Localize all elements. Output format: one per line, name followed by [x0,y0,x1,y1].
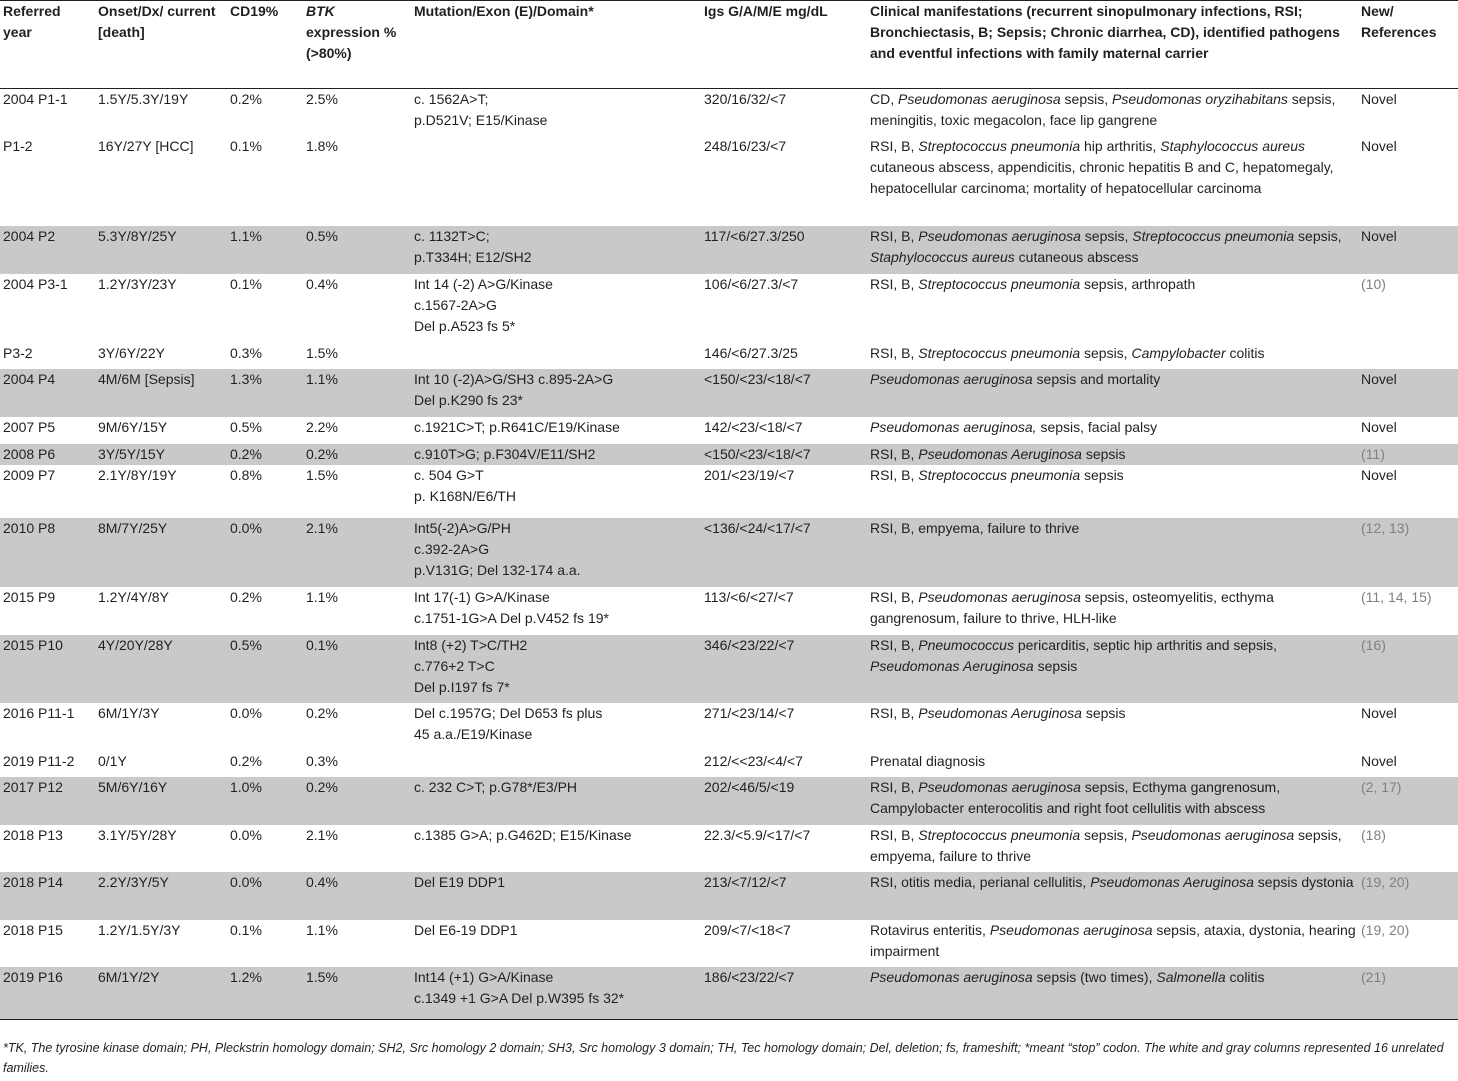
cell-mutation [411,967,701,1020]
header-btk-expression [303,1,411,89]
clinical-text: sepsis, [1080,344,1132,361]
cell-referred-year: 2019 P16 [0,967,95,1020]
clinical-text: RSI, B, [870,704,919,721]
mutation-line: c.776+2 T>C [414,657,495,674]
cell-btk-expression: 2.1% [303,518,411,587]
table-row [0,587,1458,635]
cell-mutation [411,369,701,417]
pathogen-name: Streptococcus pneumonia [918,275,1081,292]
cell-igs: 113/<6/<27/<7 [704,588,794,605]
cell-igs: 106/<6/27.3/<7 [704,275,799,292]
clinical-text: sepsis [1080,466,1124,483]
cell-cd19: 0.2% [230,752,262,769]
cell-new-references [1358,226,1458,274]
mutation-line: p.D521V; E15/Kinase [414,112,548,128]
mutation-line: Del E19 DDP1 [414,873,506,890]
mutation-line: c.910T>G; p.F304V/E11/SH2 [414,445,596,462]
reference-link[interactable]: (16) [1361,636,1386,653]
cell-new-references [1358,825,1458,872]
mutation-line: c.1567-2A>G [414,296,497,313]
table-row [0,825,1458,872]
cell-onset: 0/1Y [98,752,127,769]
mutation-line: 45 a.a./E19/Kinase [414,725,533,742]
cell-btk-expression: 0.4% [306,275,338,292]
cell-onset: 4Y/20Y/28Y [95,635,227,703]
pathogen-name: Pseudomonas aeruginosa, [870,418,1037,435]
cell-referred-year: P3-2 [3,344,33,361]
reference-link[interactable]: (18) [1361,826,1386,843]
mutation-line: Int5(-2)A>G/PH [414,519,511,536]
cell-mutation [411,444,701,465]
cell-new-references [1358,635,1458,703]
mutation-line: Int 17(-1) G>A/Kinase [414,588,550,605]
mutation-line: p. K168N/E6/TH [414,487,516,504]
cell-new-references [1358,417,1458,444]
pathogen-name: Salmonella [1156,968,1226,985]
clinical-text: RSI, B, [870,275,919,292]
cell-cd19: 1.0% [227,777,303,825]
clinical-text: RSI, otitis media, perianal cellulitis, [870,873,1091,890]
cell-clinical [867,417,1358,444]
cell-clinical [867,635,1358,703]
cell-clinical [867,872,1358,920]
cell-onset: 4M/6M [Sepsis] [95,369,227,417]
cell-igs: 248/16/23/<7 [704,137,787,154]
clinical-text: RSI, B, [870,588,919,605]
cell-cd19: 0.0% [227,518,303,587]
pathogen-name: Pseudomonas oryzihabitans [1112,91,1288,107]
cell-clinical [867,777,1358,825]
cell-new-references [1358,89,1458,136]
cell-clinical [867,444,1358,465]
cell-mutation [411,343,701,369]
cell-onset: 9M/6Y/15Y [98,418,168,435]
cell-referred-year: 2017 P12 [0,777,95,825]
mutation-line: c.392-2A>G [414,540,490,557]
cell-onset: 2.2Y/3Y/5Y [95,872,227,920]
table-row [0,751,1458,777]
table-row [0,417,1458,444]
clinical-text: pericarditis, septic hip arthritis and sepsis, [1013,636,1277,653]
table-row [0,369,1458,417]
cell-igs: <150/<23/<18/<7 [701,444,867,465]
cell-onset: 1.2Y/4Y/8Y [98,588,169,605]
cell-btk-expression: 2.2% [306,418,338,435]
cell-cd19: 0.5% [227,635,303,703]
cell-onset: 1.5Y/5.3Y/19Y [98,91,189,107]
cell-new-references [1358,465,1458,518]
header-btk-rest: expression % (>80%) [306,24,397,61]
cell-btk-expression: 0.1% [303,635,411,703]
cell-cd19: 0.0% [230,704,262,721]
cell-cd19: 1.1% [227,226,303,274]
cell-new-references [1358,587,1458,635]
pathogen-name: Pseudomonas Aeruginosa [1090,873,1254,890]
cell-clinical [867,587,1358,635]
mutation-line: Int 14 (-2) A>G/Kinase [414,275,553,292]
clinical-text: RSI, B, [870,227,919,244]
cell-onset: 8M/7Y/25Y [95,518,227,587]
header-row [0,1,1458,89]
mutation-line: Del p.K290 fs 23* [414,391,523,408]
cell-btk-expression: 1.1% [306,921,338,938]
cell-mutation [411,226,701,274]
clinical-text: RSI, B, [870,636,919,653]
table-row [0,703,1458,751]
table-row [0,444,1458,465]
cell-cd19: 0.2% [230,91,262,107]
clinical-text: sepsis, [1080,826,1132,843]
cell-clinical [867,920,1358,967]
novel-label: Novel [1361,91,1397,107]
cell-onset: 5M/6Y/16Y [95,777,227,825]
cell-clinical [867,967,1358,1020]
pathogen-name: Streptococcus pneumonia [918,826,1081,843]
cell-referred-year: 2016 P11-1 [3,704,75,721]
clinical-text: sepsis, osteomyelitis, ecthyma gangrenosum, failure to thrive, HLH-like [870,588,1274,626]
cell-referred-year: 2004 P1-1 [3,91,68,107]
cell-new-references [1358,136,1458,226]
pathogen-name: Pseudomonas Aeruginosa [870,657,1034,674]
mutation-line: c. 504 G>T [414,466,484,483]
cell-igs: 212/<<23/<4/<7 [704,752,803,769]
cell-onset: 3Y/6Y/22Y [98,344,165,361]
cell-mutation [411,872,701,920]
mutation-line: c.1921C>T; p.R641C/E19/Kinase [414,418,620,435]
cell-onset: 3Y/5Y/15Y [95,444,227,465]
pathogen-name: Staphylococcus aureus [870,248,1015,265]
cell-referred-year: 2015 P10 [0,635,95,703]
novel-label: Novel [1361,227,1397,244]
pathogen-name: Campylobacter [1131,344,1226,361]
cell-cd19: 0.2% [230,588,262,605]
cell-clinical [867,825,1358,872]
clinical-text: RSI, B, [870,445,919,462]
pathogen-name: Pneumococcus [918,636,1014,653]
reference-link[interactable]: 10 [1365,275,1382,292]
table-row [0,920,1458,967]
mutation-line: Int14 (+1) G>A/Kinase [414,968,554,985]
cell-onset: 1.2Y/3Y/23Y [98,275,177,292]
cell-mutation [411,703,701,751]
cell-igs: 320/16/32/<7 [704,91,787,107]
header-onset: Onset/Dx/ current [death] [95,1,227,89]
cell-cd19: 0.2% [227,444,303,465]
reference-link[interactable]: (12, 13) [1361,519,1410,536]
header-cd19: CD19% [227,1,303,89]
cell-btk-expression: 1.5% [303,967,411,1020]
clinical-text: cutaneous abscess, appendicitis, chronic hepatitis B and C, hepatomegaly, hepatocellular carcinoma; mortality of hepatocellular carcinoma [870,158,1334,196]
cell-mutation [411,777,701,825]
cell-new-references [1358,751,1458,777]
mutation-line: Del p.A523 fs 5* [414,317,516,334]
cell-mutation [411,751,701,777]
header-btk-gene: BTK [306,3,335,19]
pathogen-name: Pseudomonas aeruginosa [918,778,1081,795]
cell-mutation [411,274,701,343]
cell-cd19: 0.0% [230,826,262,843]
cell-cd19: 0.0% [227,872,303,920]
reference-link[interactable]: (19, 20) [1361,873,1410,890]
cell-igs: 346/<23/22/<7 [701,635,867,703]
clinical-text: Rotavirus enteritis, [870,921,990,938]
clinical-text: sepsis dystonia [1253,873,1354,890]
cell-igs: <150/<23/<18/<7 [701,369,867,417]
mutation-line: c. 232 C>T; p.G78*/E3/PH [414,778,578,795]
cell-mutation [411,635,701,703]
mutation-line: c.1385 G>A; p.G462D; E15/Kinase [414,826,632,843]
pathogen-name: Pseudomonas aeruginosa [989,921,1153,938]
table-footnote: *TK, The tyrosine kinase domain; PH, Pleckstrin homology domain; SH2, Src homology 2 domain; SH3, Src homology 3 domain; TH, Tec homology domain; Del, deletion; fs, frameshift; *meant “stop” codon. The white and gray columns represented 16 unrelated families. [3,1041,1444,1075]
mutation-line: Int8 (+2) T>C/TH2 [414,636,528,653]
pathogen-name: Pseudomonas aeruginosa [898,91,1061,107]
clinical-text: sepsis, arthropath [1080,275,1196,292]
cell-referred-year: 2018 P15 [3,921,63,938]
mutation-line: Del E6-19 DDP1 [414,921,518,938]
table-body [0,89,1458,1020]
cell-cd19: 0.8% [230,466,262,483]
clinical-text: hip arthritis, [1080,137,1161,154]
cell-cd19: 0.1% [230,275,262,292]
clinical-text: Prenatal diagnosis [870,752,986,769]
cell-btk-expression: 2.1% [306,826,338,843]
clinical-text: RSI, B, [870,344,919,361]
cell-igs: 22.3/<5.9/<17/<7 [704,826,811,843]
header-clinical: Clinical manifestations (recurrent sinopulmonary infections, RSI; Bronchiectasis, B; Sepsis; Chronic diarrhea, CD), identified pathogens and eventful infections with family maternal carrier [867,1,1358,89]
reference-link[interactable]: (11) [1361,445,1385,462]
clinical-text: sepsis, empyema, failure to thrive [870,826,1342,864]
cell-new-references [1358,274,1458,343]
pathogen-name: Pseudomonas aeruginosa [918,588,1081,605]
cell-onset: 1.2Y/1.5Y/3Y [98,921,181,938]
table-row [0,226,1458,274]
clinical-text: RSI, B, [870,137,919,154]
table-row [0,465,1458,518]
cell-referred-year: 2019 P11-2 [3,752,75,769]
cell-clinical [867,369,1358,417]
cell-referred-year: 2015 P9 [3,588,56,605]
reference-link[interactable]: (21) [1361,968,1386,985]
table-row [0,89,1458,136]
clinical-text: sepsis [1081,445,1126,462]
pathogen-name: Streptococcus pneumonia [1132,227,1295,244]
clinical-text: sepsis, [1294,227,1342,244]
cell-referred-year: 2004 P4 [0,369,95,417]
mutation-line: c. 1562A>T; [414,91,489,107]
clinical-text: CD, [870,91,898,107]
table-row [0,274,1458,343]
clinical-text: sepsis, facial palsy [1036,418,1158,435]
cell-referred-year: 2010 P8 [0,518,95,587]
cell-btk-expression: 1.8% [306,137,338,154]
novel-label: Novel [1361,752,1397,769]
cell-cd19: 0.1% [230,137,262,154]
cell-clinical [867,136,1358,226]
cell-onset: 5.3Y/8Y/25Y [95,226,227,274]
clinical-text: sepsis, [1080,227,1133,244]
clinical-text: RSI, B, [870,826,919,843]
cell-cd19: 1.3% [227,369,303,417]
cell-btk-expression: 1.5% [306,466,338,483]
clinical-text: sepsis and mortality [1032,370,1161,387]
clinical-text: sepsis (two times), [1032,968,1157,985]
reference-link[interactable]: (2, 17) [1361,778,1402,795]
pathogen-name: Pseudomonas aeruginosa [870,968,1033,985]
cell-btk-expression: 0.2% [303,444,411,465]
header-referred-year: Referred year [0,1,95,89]
table-row [0,635,1458,703]
cell-mutation [411,465,701,518]
header-igs: Igs G/A/M/E mg/dL [701,1,867,89]
mutation-line: p.T334H; E12/SH2 [414,248,532,265]
cell-btk-expression: 0.3% [306,752,338,769]
cell-clinical [867,343,1358,369]
cell-referred-year: 2009 P7 [3,466,56,483]
novel-label: Novel [1361,137,1397,154]
cell-new-references [1358,444,1458,465]
cell-onset: 6M/1Y/2Y [95,967,227,1020]
pathogen-name: Streptococcus pneumonia [918,466,1081,483]
cell-referred-year: 2007 P5 [3,418,56,435]
cell-mutation [411,587,701,635]
cell-clinical [867,274,1358,343]
header-new-references: New/ References [1358,1,1458,89]
mutation-line: c.1751-1G>A Del p.V452 fs 19* [414,609,609,626]
clinical-text: sepsis, meningitis, toxic megacolon, face lip gangrene [870,91,1336,128]
cell-new-references [1358,518,1458,587]
cell-new-references [1358,369,1458,417]
clinical-text: cutaneous abscess [1014,248,1139,265]
pathogen-name: Pseudomonas aeruginosa [918,227,1081,244]
cell-igs: 142/<23/<18/<7 [704,418,803,435]
cell-mutation [411,518,701,587]
cell-btk-expression: 1.1% [303,369,411,417]
cell-referred-year: 2004 P3-1 [3,275,68,292]
mutation-line: Int 10 (-2)A>G/SH3 c.895-2A>G [414,370,614,387]
cell-clinical [867,226,1358,274]
cell-igs: 213/<7/12/<7 [701,872,867,920]
clinical-text: sepsis, Ecthyma gangrenosum, Campylobacter enterocolitis and right foot cellulitis with abscess [870,778,1281,816]
reference-link[interactable]: ) [1381,275,1386,292]
clinical-text: sepsis [1081,704,1126,721]
cell-btk-expression: 0.4% [303,872,411,920]
pathogen-name: Staphylococcus aureus [1160,137,1306,154]
novel-label: Novel [1361,418,1397,435]
pathogen-name: Streptococcus pneumonia [918,137,1081,154]
cell-igs: 117/<6/27.3/250 [701,226,867,274]
table-row [0,872,1458,920]
cell-igs: 201/<23/19/<7 [704,466,795,483]
novel-label: Novel [1361,466,1397,483]
cell-new-references [1358,777,1458,825]
reference-link[interactable]: (11, 14, 15) [1361,588,1432,605]
table-row [0,343,1458,369]
mutation-line: c. 1132T>C; [414,227,490,244]
cell-referred-year: P1-2 [3,137,33,154]
pathogen-name: Pseudomonas Aeruginosa [918,445,1082,462]
clinical-text: colitis [1225,968,1265,985]
cell-referred-year: 2004 P2 [0,226,95,274]
cell-referred-year: 2018 P13 [3,826,63,843]
table-row [0,967,1458,1020]
cell-new-references [1358,343,1458,369]
pathogen-name: Pseudomonas aeruginosa [1131,826,1295,843]
cell-cd19: 0.5% [230,418,262,435]
cell-btk-expression: 0.2% [303,777,411,825]
cell-onset: 16Y/27Y [HCC] [98,137,194,154]
cell-cd19: 0.3% [230,344,262,361]
cell-mutation [411,920,701,967]
novel-label: Novel [1361,704,1397,721]
cell-btk-expression: 0.5% [303,226,411,274]
cell-referred-year: 2018 P14 [0,872,95,920]
cell-onset: 2.1Y/8Y/19Y [98,466,177,483]
cell-clinical [867,465,1358,518]
cell-igs: 271/<23/14/<7 [704,704,795,721]
cell-referred-year: 2008 P6 [0,444,95,465]
clinical-text: RSI, B, empyema, failure to thrive [870,519,1080,536]
cell-igs: 146/<6/27.3/25 [704,344,798,361]
clinical-text: sepsis, [1060,91,1113,107]
mutation-line: c.1349 +1 G>A Del p.W395 fs 32* [414,989,625,1006]
novel-label: Novel [1361,370,1397,387]
cell-igs: 209/<7/<18<7 [704,921,791,938]
clinical-text: sepsis [1033,657,1078,674]
cell-btk-expression: 2.5% [306,91,338,107]
table-row [0,518,1458,587]
cell-mutation [411,136,701,226]
cell-btk-expression: 1.5% [306,344,338,361]
cell-mutation [411,417,701,444]
reference-link[interactable]: ( [1361,275,1366,292]
mutation-line: Del p.I197 fs 7* [414,678,510,695]
cell-new-references [1358,967,1458,1020]
cell-onset: 3.1Y/5Y/28Y [98,826,177,843]
cell-new-references [1358,920,1458,967]
cell-igs: 202/<46/5/<19 [701,777,867,825]
cell-cd19: 1.2% [227,967,303,1020]
cell-cd19: 0.1% [230,921,262,938]
cell-clinical [867,89,1358,136]
cell-clinical [867,751,1358,777]
header-mutation: Mutation/Exon (E)/Domain* [411,1,701,89]
clinical-text: sepsis, ataxia, dystonia, hearing impairment [870,921,1356,959]
pathogen-name: Pseudomonas aeruginosa [870,370,1033,387]
reference-link[interactable]: (19, 20) [1361,921,1410,938]
cell-new-references [1358,703,1458,751]
cell-clinical [867,518,1358,587]
mutation-line: p.V131G; Del 132-174 a.a. [414,561,581,578]
cell-mutation [411,89,701,136]
table-row [0,136,1458,226]
cell-btk-expression: 0.2% [306,704,338,721]
cell-mutation [411,825,701,872]
cell-btk-expression: 1.1% [306,588,338,605]
cell-onset: 6M/1Y/3Y [98,704,160,721]
mutation-line: Del c.1957G; Del D653 fs plus [414,704,603,721]
cell-igs: 186/<23/22/<7 [701,967,867,1020]
cell-clinical [867,703,1358,751]
table-row [0,777,1458,825]
cell-new-references [1358,872,1458,920]
pathogen-name: Pseudomonas Aeruginosa [918,704,1082,721]
clinical-text: colitis [1225,344,1265,361]
clinical-text: RSI, B, [870,778,919,795]
pathogen-name: Streptococcus pneumonia [918,344,1081,361]
cell-igs: <136/<24/<17/<7 [701,518,867,587]
clinical-text: RSI, B, [870,466,919,483]
